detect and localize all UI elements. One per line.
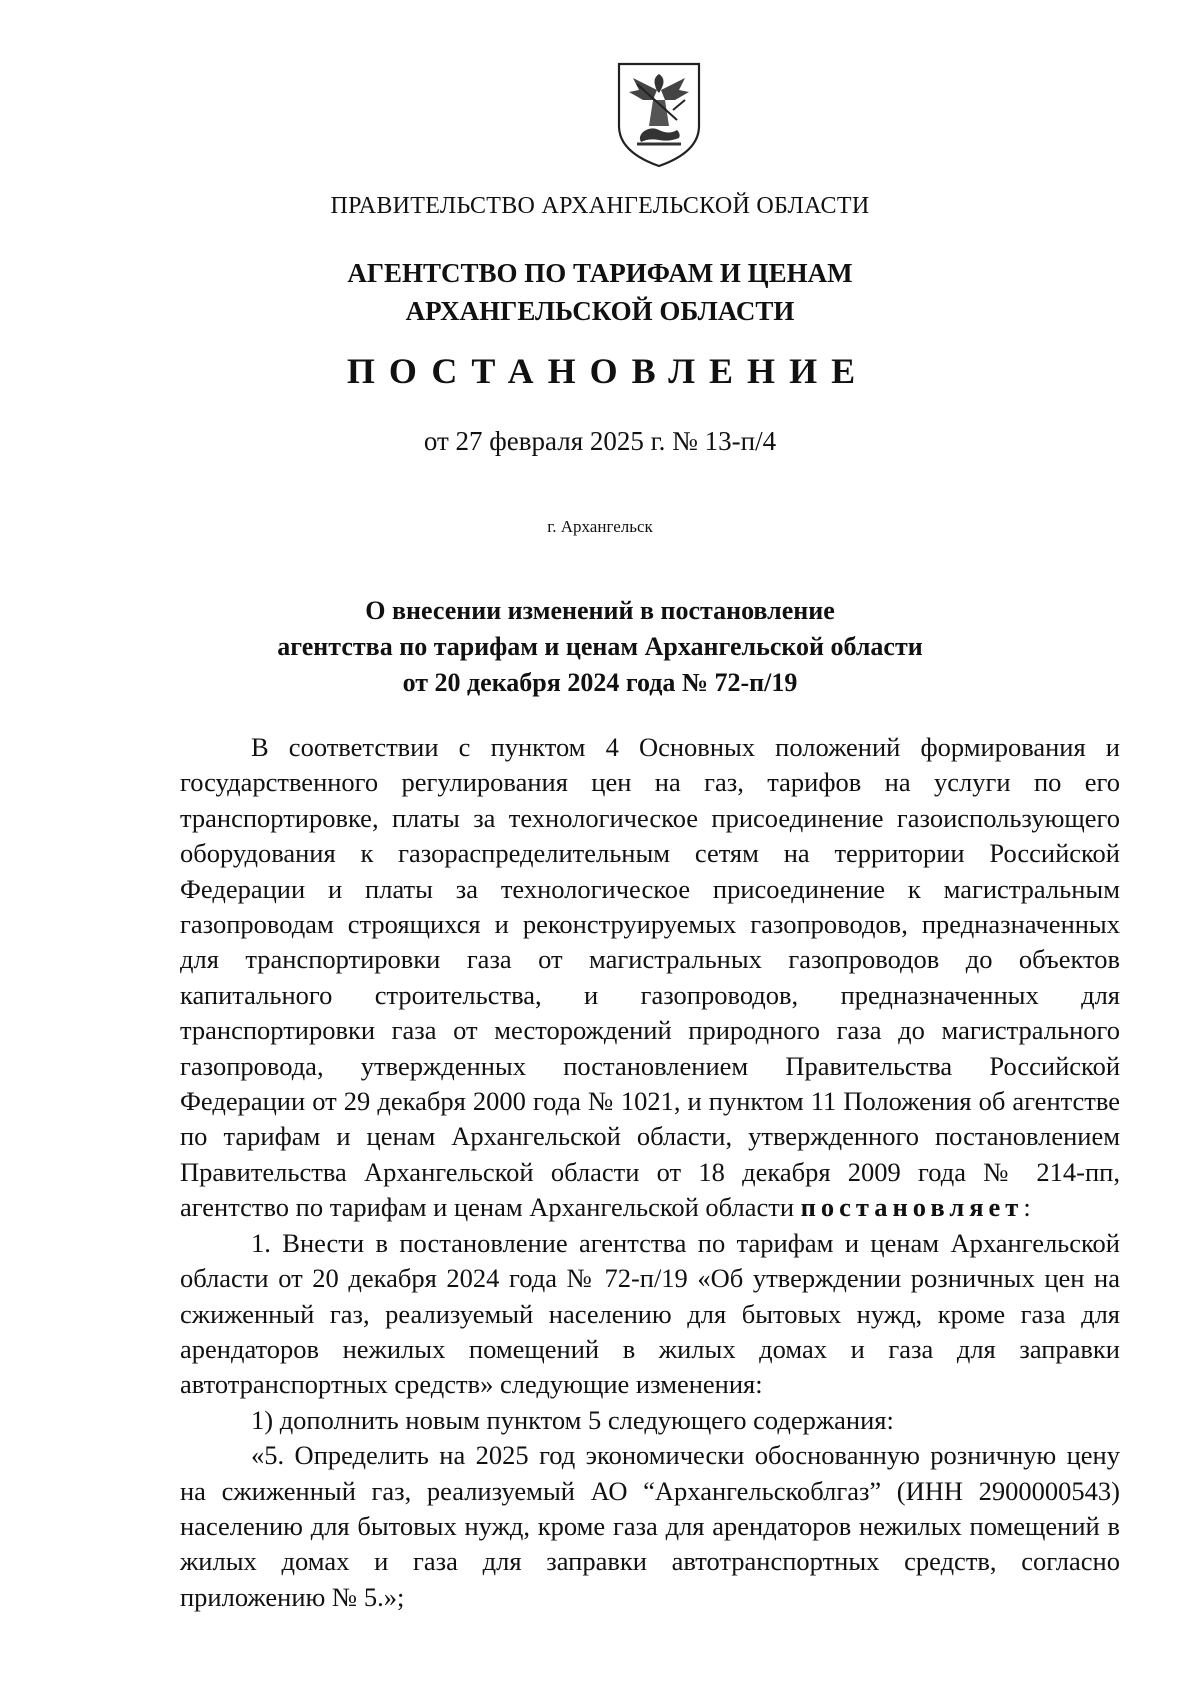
document-city: г. Архангельск <box>547 517 653 536</box>
document-subject <box>0 593 1200 701</box>
document-body <box>180 730 1120 1615</box>
quote-item-5-paragraph: «5. Определить на 2025 год экономически обоснованную розничную цену на сжиженный газ, реализуемый АО “Архангельскоблгаз” (ИНН 2900000543) населению для бытовых нужд, кроме газа для арендаторов нежилых помещений в жилых домах и газа для заправки автотранспортных средств, согласно приложению № 5.»; <box>180 1440 1120 1612</box>
subject-line-2: агентства по тарифам и ценам Архангельской области <box>277 632 923 661</box>
document-date-number: от 27 февраля 2025 г. № 13-п/4 <box>423 426 777 456</box>
resolves-word: постановляет <box>800 1192 1024 1223</box>
subitem-1-paragraph: 1) дополнить новым пунктом 5 следующего содержания: <box>251 1404 894 1435</box>
agency-name-line-1: АГЕНТСТВО ПО ТАРИФАМ И ЦЕНАМ <box>347 258 853 288</box>
agency-name <box>0 254 1200 330</box>
preamble-paragraph <box>180 730 1120 1226</box>
coat-of-arms-icon <box>613 60 705 170</box>
preamble-text: В соответствии с пунктом 4 Основных положений формирования и государственного регулирования цен на газ, тарифов на услуги по его транспортировке, платы за технологическое присоединение газоиспользующего оборудования к газораспределительным сетям на территории Российской Федерации и платы за технологическое присоединение к магистральным газопроводам строящихся и реконструируемых газопроводов, предназначенных для транспортировки газа от магистральных газопроводов до объектов капитального строительства, и газопроводов, предназначенных для транспортировки газа от месторождений природного газа до магистрального газопровода, утвержденных постановлением Правительства Российской Федерации от 29 декабря 2000 года № 1021, и пунктом 11 Положения об агентстве по тарифам и ценам Архангельской области, утвержденного постановлением Правительства Архангельской области от 18 декабря 2009 года № 214-пп, агентство по тарифам и ценам Архангельской области <box>180 732 1120 1223</box>
item-1-paragraph: 1. Внести в постановление агентства по тарифам и ценам Архангельской области от 20 декабря 2024 года № 72-п/19 «Об утверждении розничных цен на сжиженный газ, реализуемый населению для бытовых нужд, кроме газа для арендаторов нежилых помещений в жилых домах и газа для заправки автотранспортных средств» следующие изменения: <box>180 1227 1120 1400</box>
document-type-title: ПОСТАНОВЛЕНИЕ <box>346 351 870 391</box>
government-name: ПРАВИТЕЛЬСТВО АРХАНГЕЛЬСКОЙ ОБЛАСТИ <box>330 193 870 219</box>
resolves-colon: : <box>1023 1192 1031 1223</box>
subject-line-1: О внесении изменений в постановление <box>365 596 835 625</box>
subject-line-3: от 20 декабря 2024 года № 72-п/19 <box>402 668 798 697</box>
agency-name-line-2: АРХАНГЕЛЬСКОЙ ОБЛАСТИ <box>405 296 795 326</box>
